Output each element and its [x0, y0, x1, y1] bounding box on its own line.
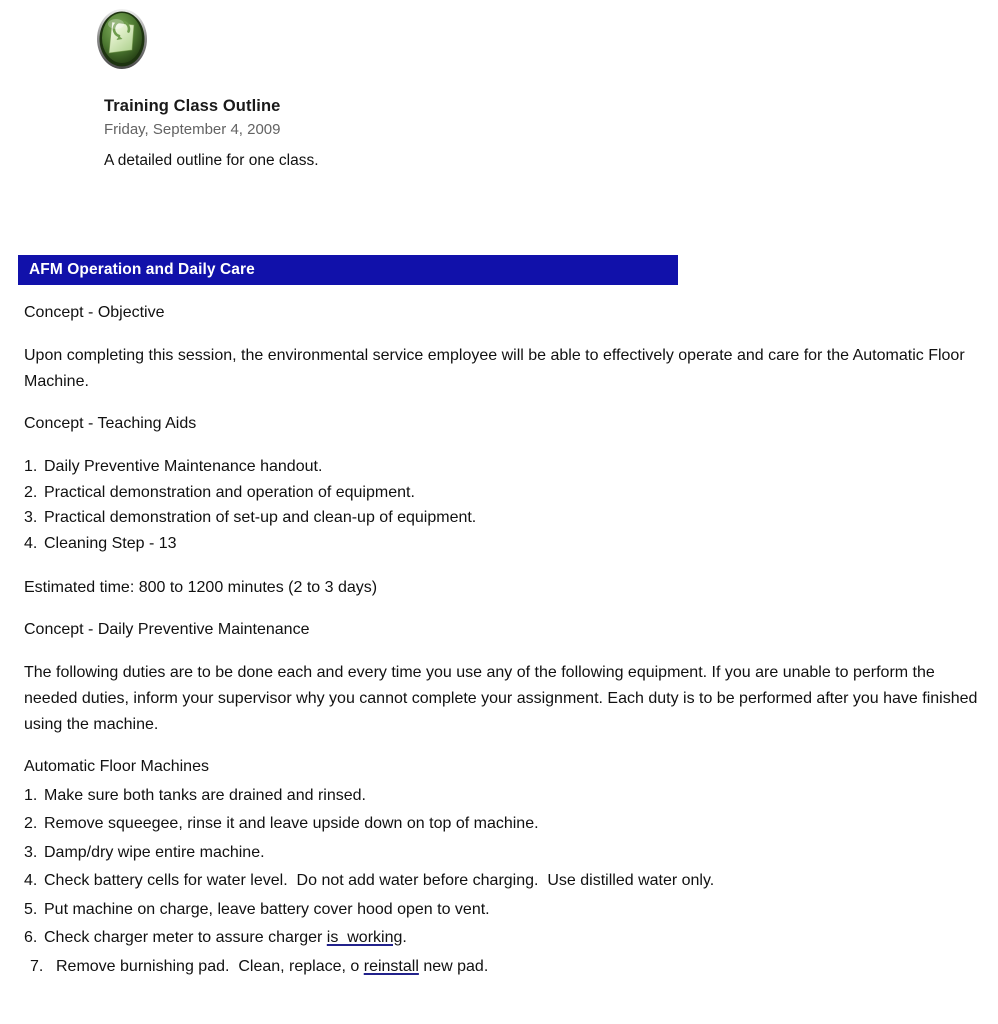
list-item-text: Practical demonstration of set-up and clean-up of equipment. — [44, 509, 477, 527]
list-item — [24, 505, 990, 531]
heading-daily-preventive-maintenance: Concept - Daily Preventive Maintenance — [24, 621, 310, 639]
list-item — [24, 810, 990, 838]
list-teaching-aids — [24, 454, 990, 558]
section-banner-label: AFM Operation and Daily Care — [29, 261, 255, 278]
green-document-badge-logo-icon — [94, 6, 150, 72]
list-item — [24, 924, 990, 952]
list-item-number: 7. — [30, 957, 44, 975]
underlined-text: reinstall — [363, 957, 419, 975]
list-automatic-floor-machines — [24, 782, 990, 981]
list-item-number: 5. — [24, 900, 38, 918]
list-item-text: Cleaning Step - 13 — [44, 535, 177, 553]
list-item-text: Daily Preventive Maintenance handout. — [44, 457, 323, 475]
page-title: Training Class Outline — [104, 97, 281, 115]
list-item-text: Remove burnishing pad. Clean, replace, o reinstall new pad. — [56, 957, 489, 975]
list-item-number: 6. — [24, 929, 38, 947]
list-item-number: 1. — [24, 786, 38, 804]
list-item-number: 2. — [24, 815, 38, 833]
list-item — [24, 454, 990, 480]
header-text-block — [104, 96, 704, 171]
list-item-number: 4. — [24, 872, 38, 890]
list-item-text: Put machine on charge, leave battery cover hood open to vent. — [44, 900, 490, 918]
heading-teaching-aids: Concept - Teaching Aids — [24, 414, 197, 432]
list-item-text: Damp/dry wipe entire machine. — [44, 843, 265, 861]
list-item-text: Remove squeegee, rinse it and leave upside down on top of machine. — [44, 815, 539, 833]
list-item — [24, 953, 990, 981]
estimated-time: Estimated time: 800 to 1200 minutes (2 to 3 days) — [24, 579, 378, 597]
list-item-number: 2. — [24, 483, 38, 501]
list-item — [24, 839, 990, 867]
list-item-text: Check battery cells for water level. Do not add water before charging. Use distilled water only. — [44, 872, 715, 890]
paragraph-objective: Upon completing this session, the environmental service employee will be able to effectively operate and care for the Automatic Floor Machine. — [24, 346, 965, 390]
list-item-text: Make sure both tanks are drained and rinsed. — [44, 786, 366, 804]
document-subtitle: A detailed outline for one class. — [104, 152, 319, 170]
paragraph-daily-preventive-maintenance: The following duties are to be done each and every time you use any of the following equipment. If you are unable to perform the needed duties, inform your supervisor why you cannot complete your assignment. Each duty is to be performed after you have finished using the machine. — [24, 664, 978, 733]
list-item-number: 3. — [24, 843, 38, 861]
list-item — [24, 867, 990, 895]
list-item — [24, 782, 990, 810]
list-item-text: Practical demonstration and operation of equipment. — [44, 483, 415, 501]
list-item-number: 1. — [24, 457, 38, 475]
underlined-text: is working — [326, 929, 403, 947]
document-body — [24, 300, 990, 999]
list-item-number: 4. — [24, 535, 38, 553]
heading-objective: Concept - Objective — [24, 304, 165, 321]
list-item — [24, 896, 990, 924]
document-date: Friday, September 4, 2009 — [104, 120, 281, 138]
list-item-text: Check charger meter to assure charger is working. — [44, 929, 407, 947]
list-item-number: 3. — [24, 509, 38, 527]
section-banner — [18, 255, 678, 285]
heading-automatic-floor-machines: Automatic Floor Machines — [24, 757, 209, 775]
list-item — [24, 531, 990, 557]
list-item — [24, 480, 990, 506]
